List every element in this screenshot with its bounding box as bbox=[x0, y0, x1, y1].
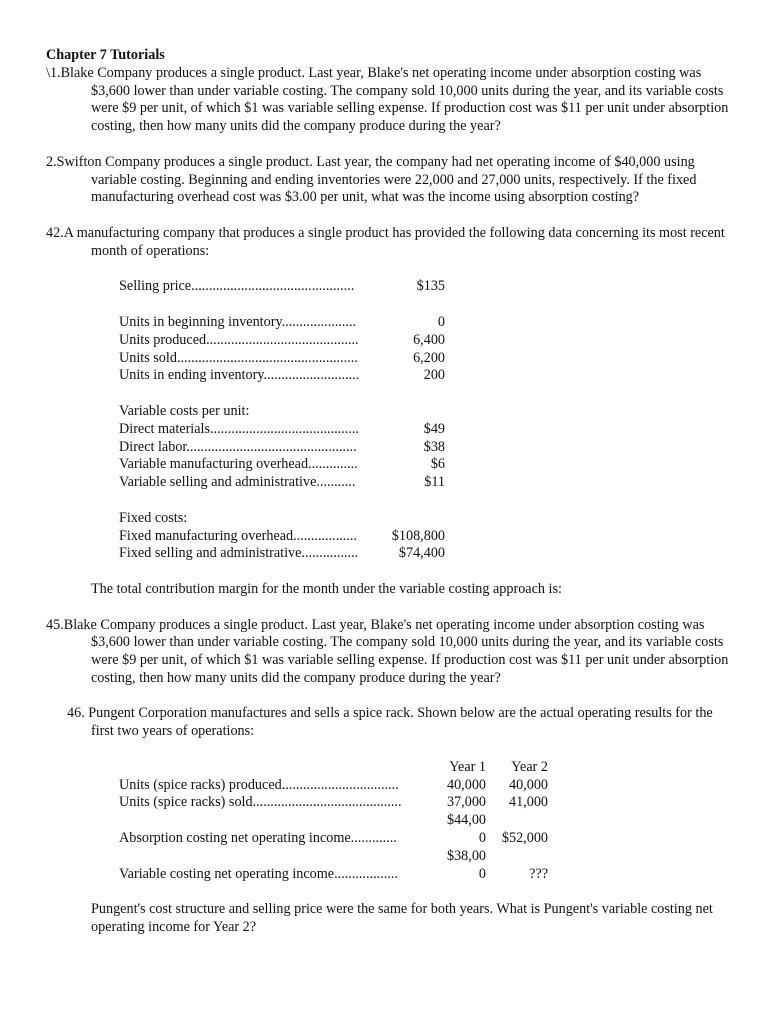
column-header: Year 2 bbox=[511, 758, 548, 775]
table-row bbox=[119, 474, 445, 492]
row-value: 37,000 bbox=[446, 794, 486, 811]
table-row bbox=[119, 403, 445, 421]
row-value-wrap: $44,00 bbox=[446, 812, 486, 829]
row-value: $108,800 bbox=[391, 527, 445, 544]
row-value: $6 bbox=[430, 456, 445, 473]
row-label: Units in beginning inventory..................... bbox=[119, 313, 357, 330]
row-value: 6,200 bbox=[413, 349, 445, 366]
row-value: 200 bbox=[423, 367, 445, 384]
row-value-wrap: $38,00 bbox=[446, 847, 486, 864]
page-title: Chapter 7 Tutorials bbox=[46, 47, 165, 63]
question-1: \1.Blake Company produces a single product. Last year, Blake's net operating income under absorption costing was $3,600 lower than under variable costing. The company sold 10,000 units during the year, and its variable costs were $9 per unit, of which $1 was variable selling expense. If production cost was $11 per unit under absorption costing, then how many units did the company produce during the year? bbox=[46, 64, 729, 135]
question-42-prompt: The total contribution margin for the month under the variable costing approach is: bbox=[91, 580, 562, 597]
table-row bbox=[119, 794, 548, 812]
q42-data-table bbox=[119, 278, 445, 563]
table-row bbox=[119, 528, 445, 546]
row-value: $11 bbox=[424, 474, 445, 491]
row-value: 0 bbox=[437, 313, 445, 330]
row-label: Fixed manufacturing overhead.................. bbox=[119, 527, 357, 544]
row-value: $38 bbox=[423, 438, 445, 455]
table-row bbox=[119, 314, 445, 332]
table-row bbox=[119, 777, 548, 795]
row-label: Variable costing net operating income.................. bbox=[119, 865, 398, 882]
row-value: $49 bbox=[423, 420, 445, 437]
table-row bbox=[119, 456, 445, 474]
row-label: Variable selling and administrative........... bbox=[119, 474, 356, 491]
question-42: 42.A manufacturing company that produces a single product has provided the following data concerning its most recent month of operations: bbox=[46, 224, 725, 259]
row-label: Units sold................................................... bbox=[119, 349, 358, 366]
q46-data-table bbox=[119, 759, 548, 884]
row-label: Units (spice racks) sold.......................................... bbox=[119, 794, 402, 811]
column-header: Year 1 bbox=[449, 758, 486, 775]
table-row bbox=[119, 439, 445, 457]
table-row bbox=[119, 848, 548, 866]
row-value: 0 bbox=[478, 830, 486, 847]
row-label: Direct materials.......................................... bbox=[119, 420, 359, 437]
table-row bbox=[119, 278, 445, 296]
row-label: Units in ending inventory........................... bbox=[119, 367, 360, 384]
table-row bbox=[119, 866, 548, 884]
row-label: Variable manufacturing overhead.............. bbox=[119, 456, 358, 473]
table-row bbox=[119, 510, 445, 528]
row-value: 6,400 bbox=[413, 331, 445, 348]
question-46-prompt: Pungent's cost structure and selling price were the same for both years. What is Pungent's variable costing net operating income for Year 2? bbox=[91, 901, 713, 936]
row-value: $74,400 bbox=[398, 545, 445, 562]
section-header: Fixed costs: bbox=[119, 509, 188, 526]
table-row bbox=[119, 545, 445, 563]
row-label: Absorption costing net operating income............. bbox=[119, 830, 397, 847]
row-value: 0 bbox=[478, 865, 486, 882]
row-label: Selling price.............................................. bbox=[119, 278, 355, 295]
table-row bbox=[119, 332, 445, 350]
question-45: 45.Blake Company produces a single product. Last year, Blake's net operating income under absorption costing was $3,600 lower than under variable costing. The company sold 10,000 units during the year, and its variable costs were $9 per unit, of which $1 was variable selling expense. If production cost was $11 per unit under absorption costing, then how many units did the company produce during the year? bbox=[46, 616, 729, 686]
row-label: Fixed selling and administrative................ bbox=[119, 545, 359, 562]
row-value: 40,000 bbox=[508, 776, 548, 793]
table-row bbox=[119, 421, 445, 439]
row-value: 41,000 bbox=[508, 794, 548, 811]
row-value: ??? bbox=[529, 865, 548, 882]
section-header: Variable costs per unit: bbox=[119, 402, 250, 419]
table-row bbox=[119, 367, 445, 385]
question-46: 46. Pungent Corporation manufactures and sells a spice rack. Shown below are the actual operating results for the first two years of operations: bbox=[67, 705, 713, 740]
row-value: $135 bbox=[416, 278, 445, 295]
table-row bbox=[119, 812, 548, 830]
table-header-row bbox=[119, 759, 548, 777]
row-value: $52,000 bbox=[501, 830, 548, 847]
table-row bbox=[119, 350, 445, 368]
document-page bbox=[46, 47, 736, 937]
table-row bbox=[119, 830, 548, 848]
row-label: Units produced........................................... bbox=[119, 331, 359, 348]
row-value: 40,000 bbox=[446, 776, 486, 793]
row-label: Units (spice racks) produced................................. bbox=[119, 776, 399, 793]
question-2: 2.Swifton Company produces a single product. Last year, the company had net operating income of $40,000 using variable costing. Beginning and ending inventories were 22,000 and 27,000 units, respectively. If the fixed manufacturing overhead cost was $3.00 per unit, what was the income using absorption costing? bbox=[46, 153, 697, 206]
row-label: Direct labor................................................ bbox=[119, 438, 357, 455]
